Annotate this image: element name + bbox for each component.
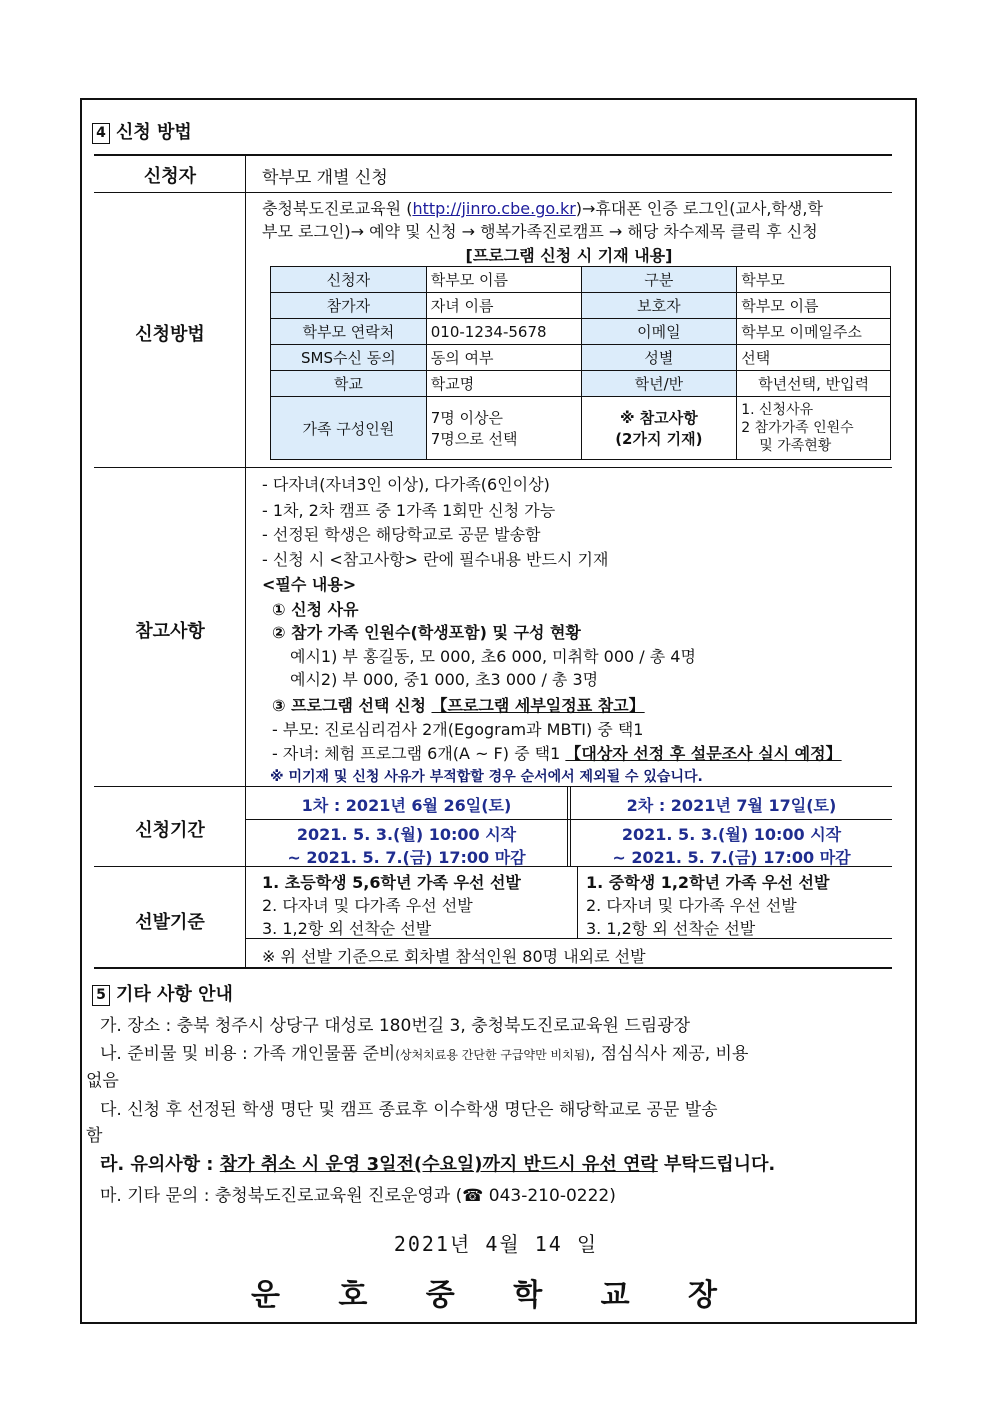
document-date: 2021년 4월 14 일 — [393, 1232, 599, 1256]
info-na-small: (상처치료용 간단한 구급약만 비치됨) — [395, 1048, 590, 1062]
applicant-label: 신청자 — [143, 166, 197, 187]
notes-parent: - 부모: 진로심리검사 2개(Egogram과 MBTI) 중 택1 — [272, 720, 644, 739]
notes-line1: - 다자녀(자녀3인 이상), 다가족(6인이상) — [262, 475, 550, 494]
period-round2-start: 2021. 5. 3.(월) 10:00 시작 — [621, 825, 842, 844]
section4-title: 신청 방법 — [116, 122, 192, 143]
info-da-cont: 함 — [86, 1126, 103, 1146]
notes-label: 참고사항 — [135, 621, 205, 642]
reference-item-2: 2 참가가족 인원수 — [741, 420, 854, 436]
period-round1-head: 1차 : 2021년 6월 26일(토) — [301, 796, 512, 815]
info-da: 다. 신청 후 선정된 학생 명단 및 캠프 종료후 이수학생 명단은 해당학교로 공문 발송 — [100, 1100, 718, 1120]
reference-head-a: ※ 참고사항 — [619, 409, 698, 427]
notes-required-3-text: ③ 프로그램 선택 신청 — [272, 696, 432, 715]
table-top-rule — [94, 154, 892, 156]
principal-signature: 운 호 중 학 교 장 — [250, 1278, 742, 1313]
selection-label: 선발기준 — [135, 912, 205, 933]
method-line1 — [262, 196, 823, 219]
notes-child-text: - 자녀: 체험 프로그램 6개(A ~ F) 중 택1 — [272, 744, 566, 763]
field-value: 학부모 이메일주소 — [737, 319, 891, 345]
reference-item-1: 1. 신청사유 — [741, 402, 814, 418]
field-value: 자녀 이름 — [426, 293, 581, 319]
field-value — [737, 397, 891, 460]
field-value — [426, 397, 581, 460]
method-line2: 부모 로그인)→ 예약 및 신청 → 행복가족진로캠프 → 해당 차수제목 클릭 후 신청 — [262, 222, 818, 241]
table-row — [271, 371, 891, 397]
notes-line2: - 1차, 2차 캠프 중 1가족 1회만 신청 가능 — [262, 501, 556, 520]
field-value: 학부모 이름 — [426, 267, 581, 293]
field-label: 보호자 — [581, 293, 737, 319]
table-row — [271, 319, 891, 345]
reference-head-b: (2가지 기재) — [615, 430, 703, 448]
info-ma: 마. 기타 문의 : 충청북도진로교육원 진로운영과 (☎ 043-210-0222) — [100, 1186, 616, 1206]
selection-note: ※ 위 선발 기준으로 회차별 참석인원 80명 내외로 선발 — [262, 947, 646, 966]
info-ra-a: 라. 유의사항 : — [100, 1154, 220, 1175]
rule-notes — [94, 786, 892, 787]
method-line1-pre: 충청북도진로교육원 ( — [262, 199, 413, 218]
applicant-value: 학부모 개별 신청 — [262, 168, 388, 188]
notes-required-title: <필수 내용> — [262, 575, 357, 594]
info-na — [100, 1039, 748, 1064]
section5-title: 기타 사항 안내 — [116, 984, 233, 1005]
selection-round1-2: 2. 다자녀 및 다가족 우선 선발 — [262, 896, 473, 915]
field-label: 학교 — [271, 371, 427, 397]
notes-child-ref: 【대상자 선정 후 설문조사 실시 예정】 — [565, 744, 842, 763]
info-ra-b: 참가 취소 시 운영 3일전(수요일)까지 반드시 유선 연락 — [219, 1154, 658, 1175]
notes-required-2: ② 참가 가족 인원수(학생포함) 및 구성 현황 — [272, 623, 581, 642]
field-value: 학부모 — [737, 267, 891, 293]
field-label: 학년/반 — [581, 371, 737, 397]
selection-round1-1: 1. 초등학생 5,6학년 가족 우선 선발 — [262, 873, 521, 892]
info-na-cont: 없음 — [86, 1071, 119, 1091]
section4-number: 4 — [92, 123, 110, 144]
field-value: 동의 여부 — [426, 345, 581, 371]
period-label: 신청기간 — [135, 820, 205, 841]
period-round1-start: 2021. 5. 3.(월) 10:00 시작 — [296, 825, 517, 844]
notes-line3: - 선정된 학생은 해당학교로 공문 발송함 — [262, 525, 541, 544]
method-label: 신청방법 — [135, 324, 205, 345]
rule-applicant — [94, 192, 892, 193]
field-label: 가족 구성인원 — [271, 397, 427, 460]
field-value: 010-1234-5678 — [426, 319, 581, 345]
notes-line4: - 신청 시 <참고사항> 란에 필수내용 반드시 기재 — [262, 550, 609, 569]
period-round2-head: 2차 : 2021년 7월 17일(토) — [626, 796, 837, 815]
notes-child — [272, 741, 842, 764]
reference-item-2b: 및 가족현황 — [759, 438, 832, 454]
selection-round2-3: 3. 1,2항 외 선착순 선발 — [586, 919, 756, 938]
section5-number: 5 — [92, 985, 110, 1006]
rule-method — [94, 467, 892, 468]
section4-heading — [92, 118, 192, 144]
info-ra-c: 부탁드립니다. — [657, 1154, 776, 1175]
field-label: 이메일 — [581, 319, 737, 345]
section5-heading — [92, 980, 233, 1006]
form-title: [프로그램 신청 시 기재 내용] — [465, 246, 673, 265]
table-row — [271, 345, 891, 371]
field-label: 신청자 — [271, 267, 427, 293]
period-inner-rule — [246, 819, 892, 820]
info-ra — [100, 1150, 775, 1176]
field-label: 참가자 — [271, 293, 427, 319]
family-value-b: 7명으로 선택 — [430, 430, 518, 448]
info-na-b: , 점심식사 제공, 비용 — [590, 1044, 749, 1064]
field-label: 학부모 연락처 — [271, 319, 427, 345]
notes-required-3 — [272, 693, 645, 716]
table-row — [271, 397, 891, 460]
field-label: SMS수신 동의 — [271, 345, 427, 371]
period-round2-end: ~ 2021. 5. 7.(금) 17:00 마감 — [612, 848, 851, 867]
method-line1-post: )→휴대폰 인증 로그인(교사,학생,학 — [575, 199, 823, 218]
table-row — [271, 267, 891, 293]
period-divider — [567, 786, 568, 866]
notes-warning: ※ 미기재 및 신청 사유가 부적합할 경우 순서에서 제외될 수 있습니다. — [270, 769, 703, 785]
form-fields-table — [270, 266, 891, 460]
table-row — [271, 293, 891, 319]
notes-example-1: 예시1) 부 홍길동, 모 000, 초6 000, 미취학 000 / 총 4명 — [290, 647, 696, 666]
notes-required-1: ① 신청 사유 — [272, 600, 359, 619]
field-value: 학년선택, 반입력 — [737, 371, 891, 397]
selection-round2-1: 1. 중학생 1,2학년 가족 우선 선발 — [586, 873, 830, 892]
period-round1-end: ~ 2021. 5. 7.(금) 17:00 마감 — [287, 848, 526, 867]
notes-example-2: 예시2) 부 000, 중1 000, 초3 000 / 총 3명 — [290, 670, 599, 689]
field-value: 학부모 이름 — [737, 293, 891, 319]
selection-divider — [577, 866, 578, 938]
selection-round2-2: 2. 다자녀 및 다가족 우선 선발 — [586, 896, 797, 915]
field-value: 학교명 — [426, 371, 581, 397]
selection-round1-3: 3. 1,2항 외 선착순 선발 — [262, 919, 432, 938]
field-label: 구분 — [581, 267, 737, 293]
field-value: 선택 — [737, 345, 891, 371]
info-ga: 가. 장소 : 충북 청주시 상당구 대성로 180번길 3, 충청북도진로교육원 드림광장 — [100, 1016, 691, 1036]
family-value-a: 7명 이상은 — [430, 409, 504, 427]
field-label — [581, 397, 737, 460]
notes-required-3-ref: 【프로그램 세부일정표 참고】 — [431, 696, 645, 715]
field-label: 성별 — [581, 345, 737, 371]
jinro-link[interactable]: http://jinro.cbe.go.kr — [412, 199, 576, 218]
table-bottom-rule — [94, 967, 892, 969]
info-na-a: 나. 준비물 및 비용 : 가족 개인물품 준비 — [100, 1044, 396, 1064]
